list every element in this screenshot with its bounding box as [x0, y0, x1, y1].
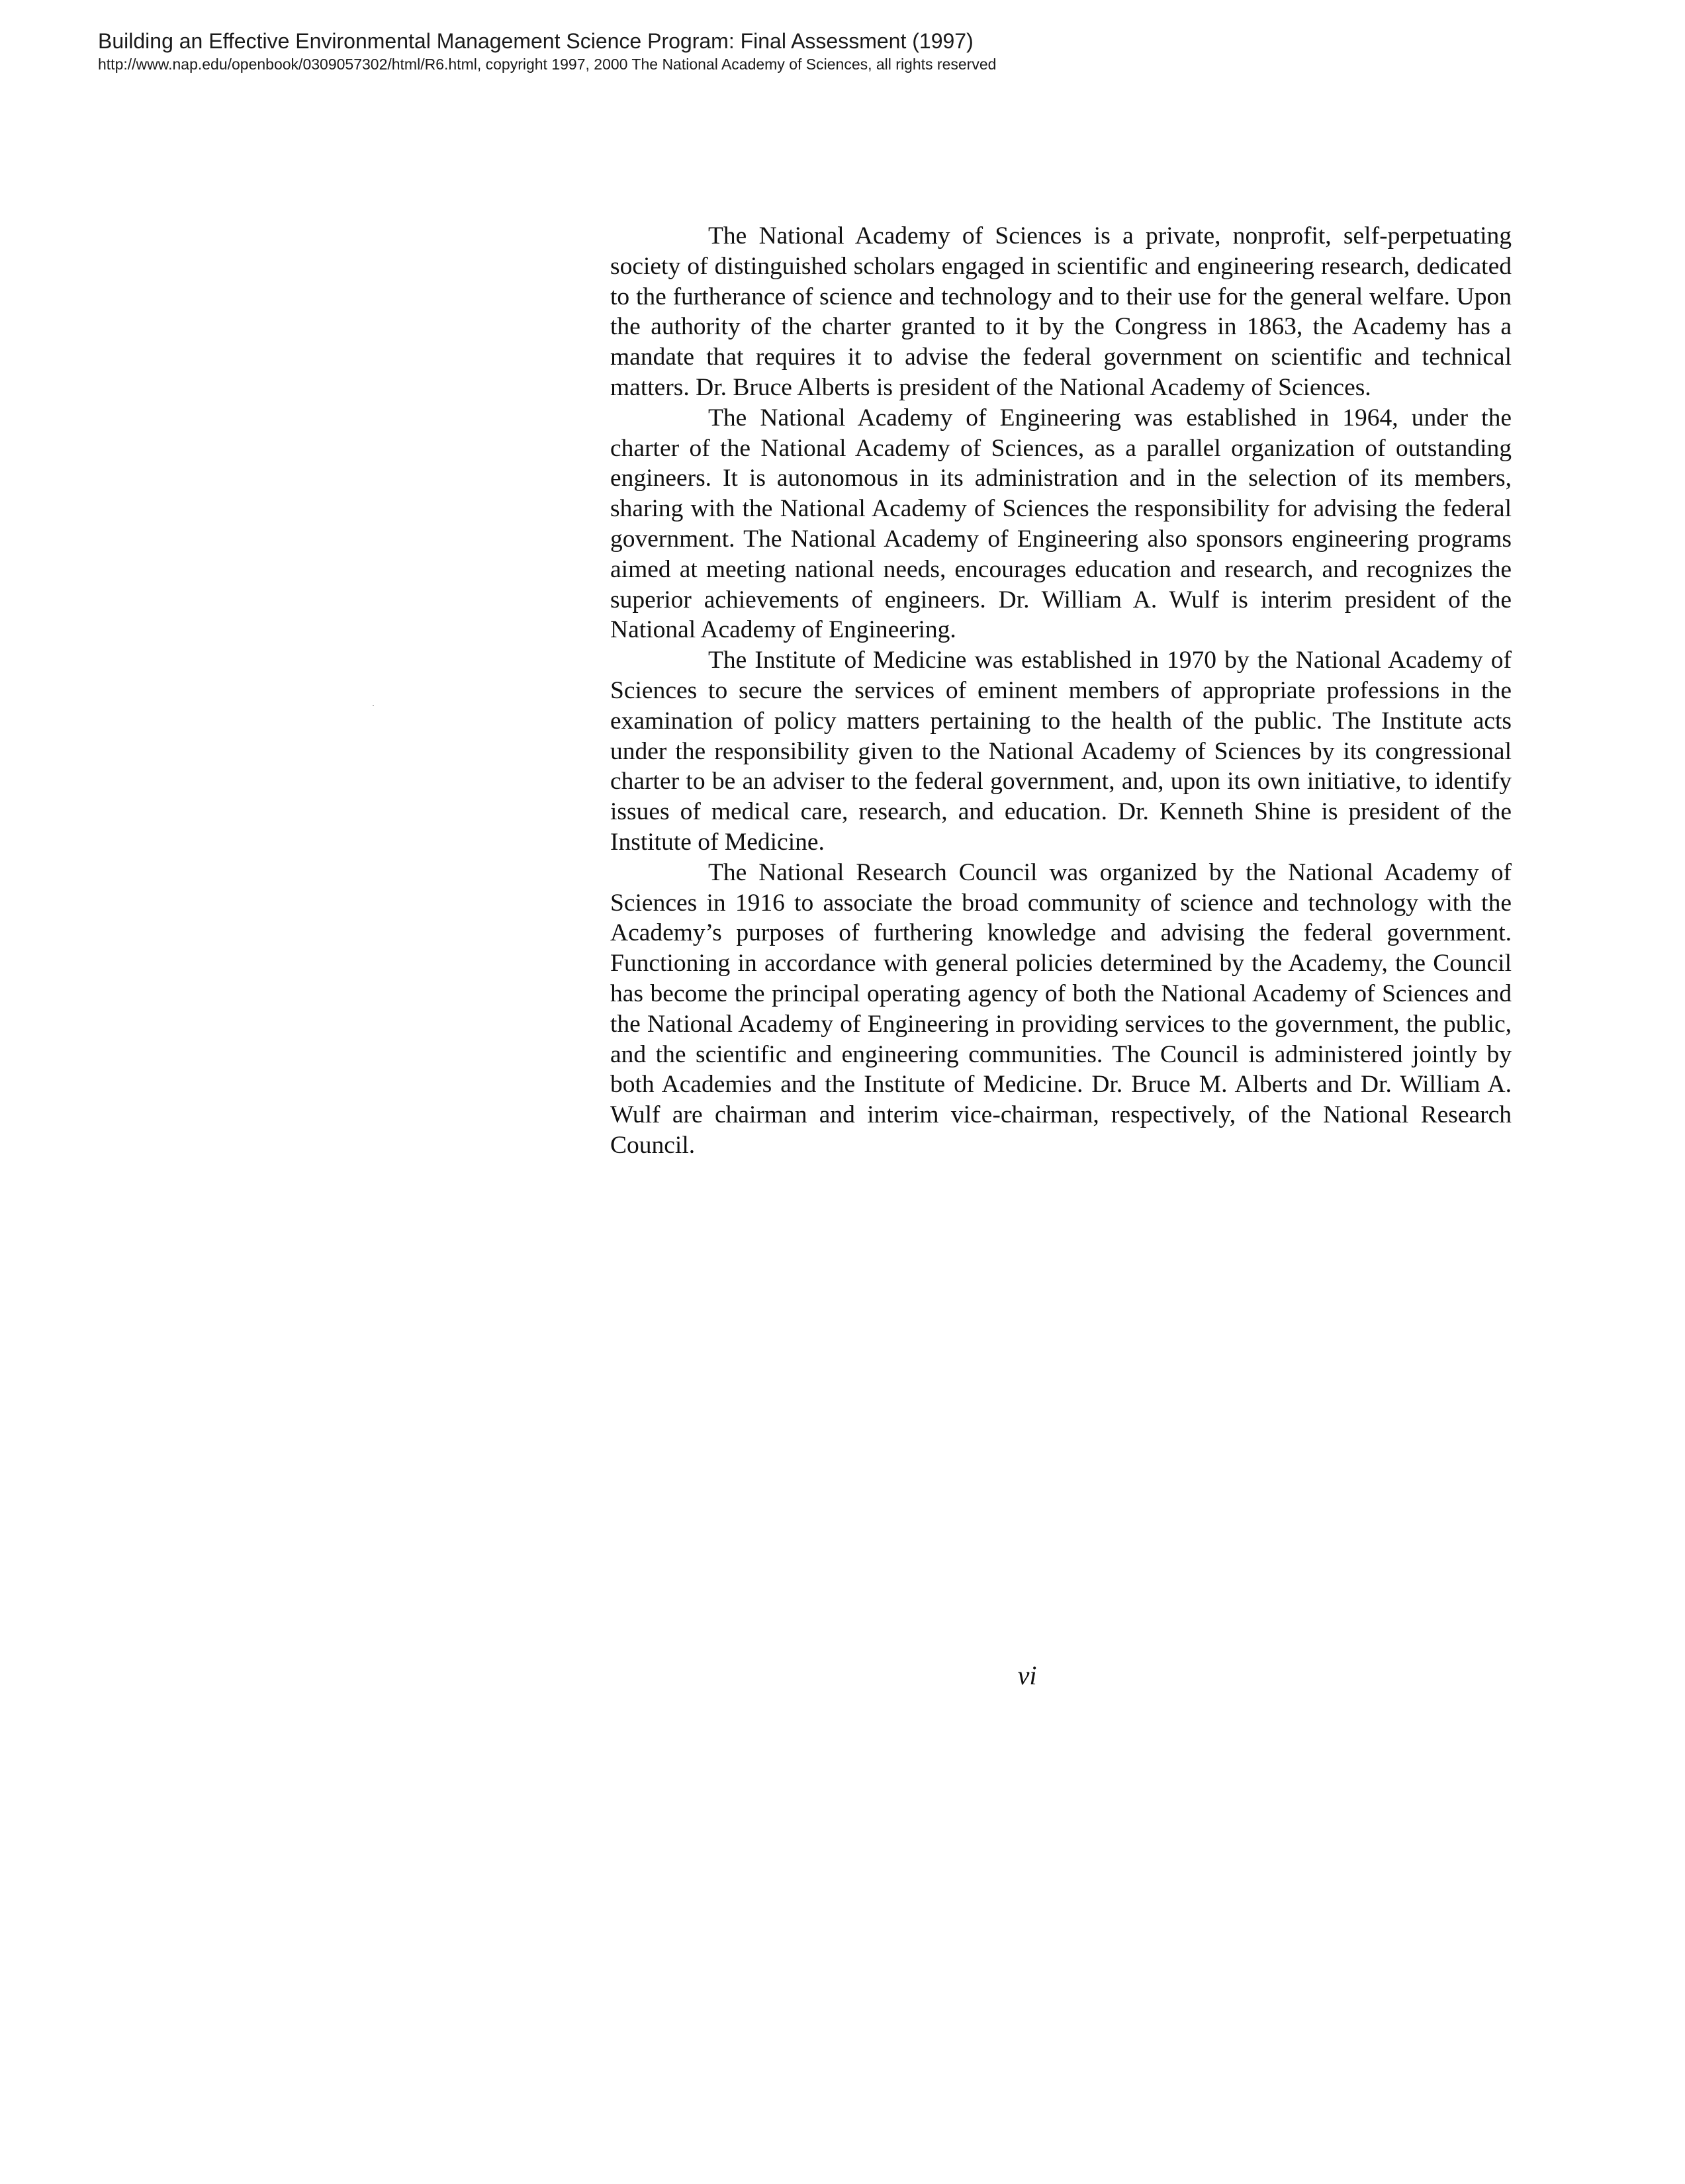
- paragraph-nae: The National Academy of Engineering was established in 1964, under the charter of the National Academy of Sciences, as a parallel organization of outstanding engineers. It is autonomous in its administration and in the selection of its members, sharing with the National Academy of Sciences the responsibility for advising the federal government. The National Academy of Engineering also sponsors engineering programs aimed at meeting national needs, encourages education and research, and recognizes the superior achievements of engineers. Dr. William A. Wulf is interim president of the National Academy of Engineering.: [610, 404, 1512, 644]
- body-text: [610, 221, 1512, 1161]
- page-number: vi: [1017, 1661, 1037, 1690]
- paragraph-nas: The National Academy of Sciences is a private, nonprofit, self-perpetuating society of distinguished scholars engaged in scientific and engineering research, dedicated to the furtherance of science and technology and to their use for the general welfare. Upon the authority of the charter granted to it by the Congress in 1863, the Academy has a mandate that requires it to advise the federal government on scientific and technical matters. Dr. Bruce Alberts is president of the National Academy of Sciences.: [610, 222, 1512, 401]
- paragraph-nrc: The National Research Council was organized by the National Academy of Sciences in 1916 to associate the broad community of science and technology with the Academy’s purposes of furthering knowledge and advising the federal government. Functioning in accordance with general policies determined by the Academy, the Council has become the principal operating agency of both the National Academy of Sciences and the National Academy of Engineering in providing services to the government, the public, and the scientific and engineering communities. The Council is administered jointly by both Academies and the Institute of Medicine. Dr. Bruce M. Alberts and Dr. William A. Wulf are chairman and interim vice-chairman, respectively, of the National Research Council.: [610, 858, 1512, 1159]
- document-title: Building an Effective Environmental Management Science Program: Final Assessment (1997): [98, 29, 974, 53]
- page-header: [98, 28, 1554, 74]
- scan-speck: [373, 705, 374, 706]
- paragraph-iom: The Institute of Medicine was established in 1970 by the National Academy of Sciences to secure the services of eminent members of appropriate professions in the examination of policy matters pertaining to the health of the public. The Institute acts under the responsibility given to the National Academy of Sciences by its congressional charter to be an adviser to the federal government, and, upon its own initiative, to identify issues of medical care, research, and education. Dr. Kenneth Shine is president of the Institute of Medicine.: [610, 647, 1512, 856]
- source-url-copyright: http://www.nap.edu/openbook/0309057302/html/R6.html, copyright 1997, 2000 The National Academy of Sciences, all rights reserved: [98, 56, 997, 73]
